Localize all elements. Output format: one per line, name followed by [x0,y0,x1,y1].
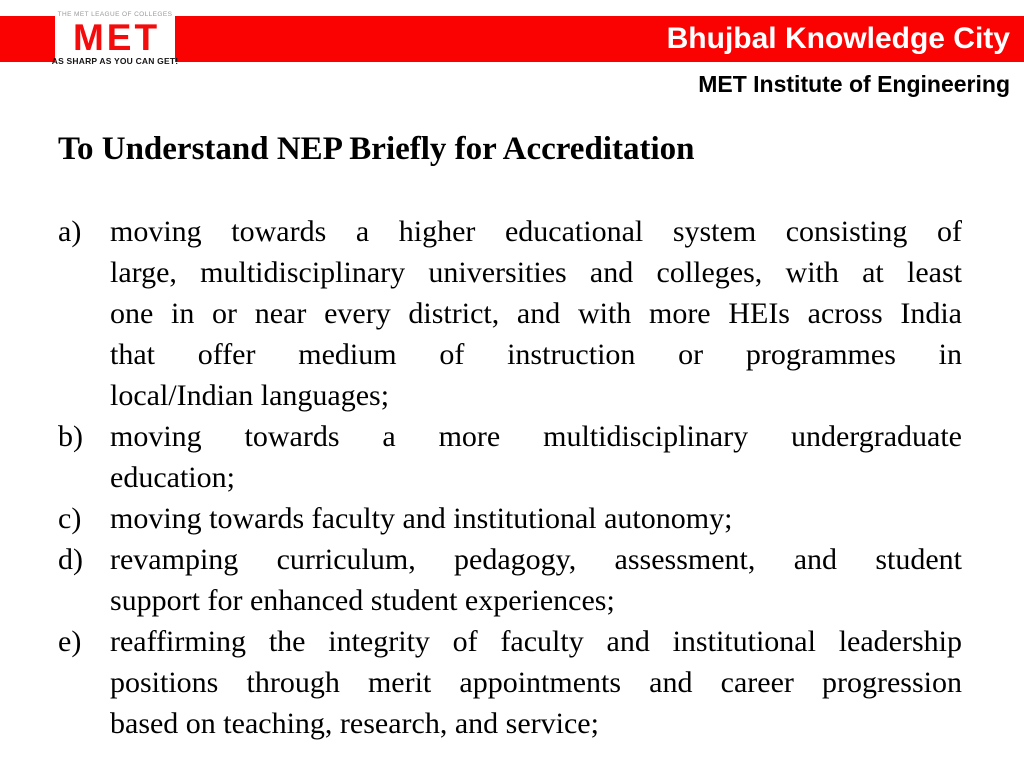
list-line: positions through merit appointments and career progression [110,666,962,699]
logo-tagline-bottom: AS SHARP AS YOU CAN GET! [51,56,179,66]
list-line: one in or near every district, and with more HEIs across India [110,297,962,330]
list-marker: d) [58,543,83,576]
list-line: moving towards a more multidisciplinary undergraduate [110,420,962,453]
list-item [58,416,962,498]
list-line: moving towards faculty and institutional autonomy; [110,502,733,535]
list-item-text [110,211,962,416]
list-item [58,539,962,621]
list-item [58,621,962,744]
list-line: support for enhanced student experiences; [110,584,615,617]
list-item-text [110,416,962,498]
list-item [58,211,962,416]
list-marker: c) [58,502,82,535]
list-line: that offer medium of instruction or programmes in [110,338,962,371]
list-line: moving towards a higher educational system consisting of [110,215,962,248]
list-line: local/Indian languages; [110,379,390,412]
list-line: revamping curriculum, pedagogy, assessment, and student [110,543,962,576]
nep-list [58,211,962,744]
list-line: education; [110,461,235,494]
list-marker: e) [58,625,82,658]
list-item [58,498,962,539]
brand-title: Bhujbal Knowledge City [666,22,1010,55]
list-marker: a) [58,215,82,248]
institute-name: MET Institute of Engineering [698,71,1010,97]
list-marker: b) [58,420,83,453]
list-line: large, multidisciplinary universities and colleges, with at least [110,256,962,289]
logo-wordmark: MET [72,16,161,58]
list-line: reaffirming the integrity of faculty and institutional leadership [110,625,962,658]
list-item-text [110,621,962,744]
list-item-text [110,498,962,539]
logo-tagline-top: THE MET LEAGUE OF COLLEGES [57,11,173,18]
list-item-text [110,539,962,621]
list-line: based on teaching, research, and service; [110,707,599,740]
slide-content [58,0,962,768]
slide-title: To Understand NEP Briefly for Accreditation [58,131,695,167]
